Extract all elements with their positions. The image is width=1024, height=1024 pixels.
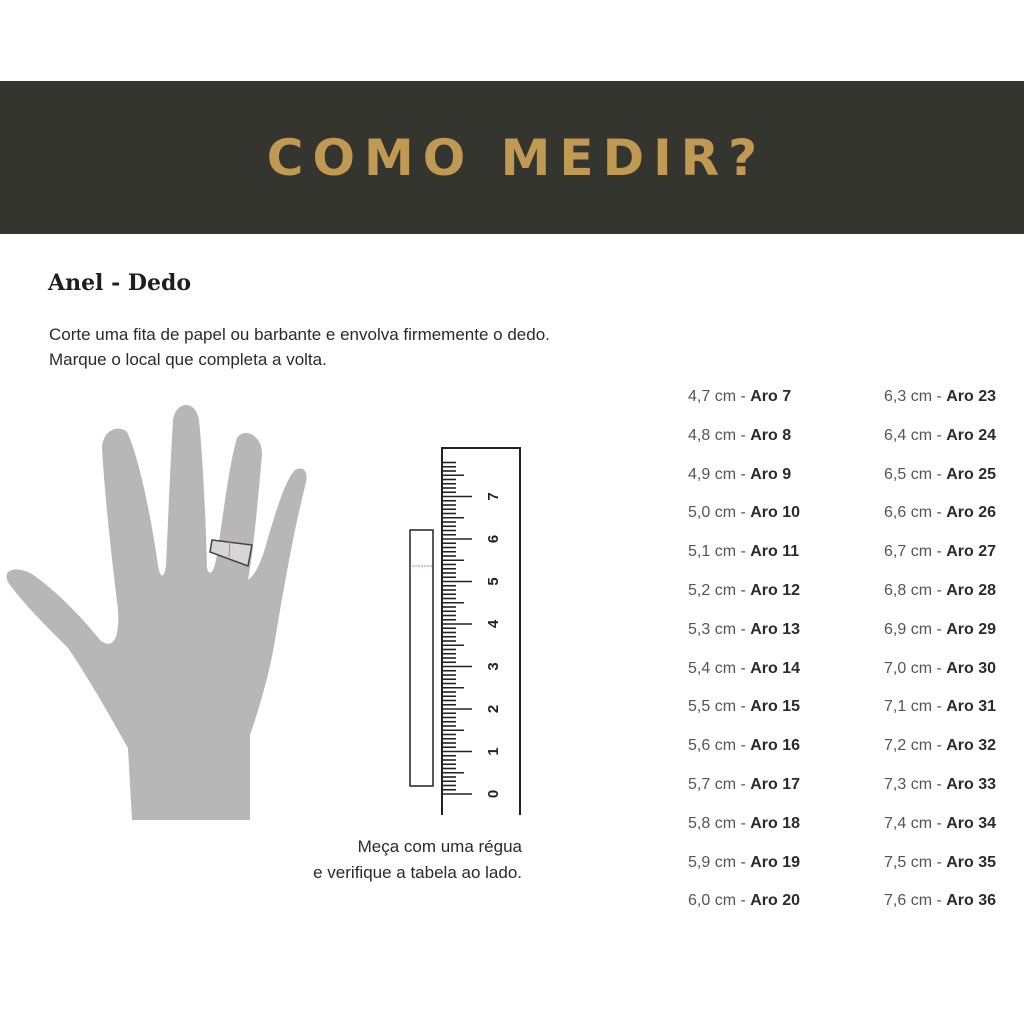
size-separator: - — [932, 504, 947, 522]
size-separator: - — [736, 737, 751, 755]
size-separator: - — [736, 620, 751, 638]
ruler-label: 3 — [484, 662, 502, 671]
size-aro: Aro 20 — [750, 892, 801, 910]
size-separator: - — [736, 659, 751, 677]
size-separator: - — [736, 581, 751, 599]
size-separator: - — [932, 426, 947, 444]
instruction-line: Corte uma fita de papel ou barbante e envolva firmemente o dedo. — [49, 325, 550, 344]
size-row — [688, 577, 800, 616]
size-row — [688, 461, 800, 500]
size-row — [688, 732, 800, 771]
size-cm: 7,6 cm — [884, 892, 933, 910]
size-cm: 7,5 cm — [884, 853, 933, 871]
size-row — [884, 887, 996, 926]
size-separator: - — [932, 659, 947, 677]
size-table-right — [884, 383, 996, 926]
size-row — [688, 616, 800, 655]
size-separator: - — [932, 620, 947, 638]
size-row — [688, 422, 800, 461]
caption-line: e verifique a tabela ao lado. — [313, 863, 522, 882]
ruler — [442, 448, 520, 815]
size-row — [688, 810, 800, 849]
size-separator: - — [736, 775, 751, 793]
ruler-label: 1 — [484, 747, 502, 756]
size-aro: Aro 28 — [946, 581, 997, 599]
size-row — [884, 461, 996, 500]
size-cm: 5,5 cm — [688, 698, 737, 716]
size-cm: 6,9 cm — [884, 620, 933, 638]
size-cm: 7,4 cm — [884, 814, 933, 832]
size-row — [884, 693, 996, 732]
size-aro: Aro 18 — [750, 814, 801, 832]
size-aro: Aro 35 — [946, 853, 997, 871]
size-aro: Aro 25 — [946, 465, 997, 483]
size-row — [884, 771, 996, 810]
size-aro: Aro 13 — [750, 620, 801, 638]
header-banner — [0, 81, 1024, 234]
size-row — [688, 499, 800, 538]
size-cm: 5,6 cm — [688, 737, 737, 755]
size-separator: - — [736, 504, 751, 522]
size-cm: 7,0 cm — [884, 659, 933, 677]
size-row — [884, 577, 996, 616]
size-cm: 7,2 cm — [884, 737, 933, 755]
size-cm: 7,1 cm — [884, 698, 933, 716]
size-row — [884, 538, 996, 577]
size-aro: Aro 17 — [750, 775, 801, 793]
ruler-label: 0 — [484, 789, 502, 799]
instruction-line: Marque o local que completa a volta. — [49, 350, 327, 369]
size-cm: 5,4 cm — [688, 659, 737, 677]
size-cm: 7,3 cm — [884, 775, 933, 793]
paper-strip — [410, 530, 433, 786]
size-separator: - — [932, 853, 947, 871]
size-cm: 5,3 cm — [688, 620, 737, 638]
size-row — [688, 849, 800, 888]
caption — [250, 834, 522, 886]
size-row — [884, 422, 996, 461]
instructions — [49, 322, 550, 372]
size-separator: - — [932, 698, 947, 716]
size-aro: Aro 30 — [946, 659, 997, 677]
size-aro: Aro 36 — [946, 892, 997, 910]
size-row — [884, 655, 996, 694]
size-row — [688, 693, 800, 732]
size-cm: 5,8 cm — [688, 814, 737, 832]
size-aro: Aro 8 — [750, 426, 792, 444]
size-separator: - — [932, 892, 947, 910]
caption-line: Meça com uma régua — [357, 837, 522, 856]
ruler-label: 7 — [484, 492, 502, 501]
size-separator: - — [736, 892, 751, 910]
size-cm: 6,5 cm — [884, 465, 933, 483]
size-aro: Aro 16 — [750, 737, 801, 755]
size-cm: 4,9 cm — [688, 465, 737, 483]
size-aro: Aro 27 — [946, 543, 997, 561]
size-cm: 6,3 cm — [884, 388, 933, 405]
ruler-label: 2 — [484, 704, 502, 714]
size-cm: 5,9 cm — [688, 853, 737, 871]
size-cm: 5,7 cm — [688, 775, 737, 793]
size-aro: Aro 11 — [750, 543, 800, 561]
size-separator: - — [932, 543, 947, 561]
size-aro: Aro 9 — [750, 465, 792, 483]
size-row — [884, 810, 996, 849]
size-aro: Aro 14 — [750, 659, 801, 677]
size-row — [688, 383, 800, 422]
size-separator: - — [736, 853, 751, 871]
size-cm: 6,0 cm — [688, 892, 737, 910]
banner-title: COMO MEDIR? — [266, 128, 767, 187]
hand-illustration — [7, 405, 307, 820]
size-separator: - — [736, 465, 751, 483]
size-aro: Aro 12 — [750, 581, 801, 599]
size-aro: Aro 23 — [946, 388, 997, 405]
size-row — [884, 616, 996, 655]
size-cm: 6,6 cm — [884, 504, 933, 522]
ruler-label: 6 — [484, 534, 502, 544]
size-separator: - — [736, 814, 751, 832]
size-aro: Aro 31 — [946, 698, 997, 716]
size-separator: - — [932, 775, 947, 793]
size-cm: 5,0 cm — [688, 504, 737, 522]
size-cm: 4,8 cm — [688, 426, 737, 444]
size-cm: 5,2 cm — [688, 581, 737, 599]
size-separator: - — [932, 737, 947, 755]
size-aro: Aro 7 — [750, 388, 792, 405]
size-separator: - — [932, 388, 947, 405]
size-aro: Aro 19 — [750, 853, 801, 871]
size-cm: 6,8 cm — [884, 581, 933, 599]
size-row — [688, 538, 800, 577]
size-aro: Aro 24 — [946, 426, 997, 444]
hand-ruler-illustration — [0, 385, 620, 845]
size-cm: 4,7 cm — [688, 388, 737, 405]
size-aro: Aro 34 — [946, 814, 997, 832]
size-cm: 6,7 cm — [884, 543, 933, 561]
size-aro: Aro 26 — [946, 504, 997, 522]
size-separator: - — [736, 543, 751, 561]
size-cm: 5,1 cm — [688, 543, 737, 561]
size-separator: - — [932, 465, 947, 483]
size-row — [884, 383, 996, 422]
ruler-label: 4 — [484, 619, 502, 629]
size-separator: - — [932, 814, 947, 832]
size-row — [688, 887, 800, 926]
size-aro: Aro 15 — [750, 698, 801, 716]
size-aro: Aro 33 — [946, 775, 997, 793]
size-cm: 6,4 cm — [884, 426, 933, 444]
ruler-label: 5 — [484, 577, 502, 586]
size-row — [688, 655, 800, 694]
section-title: Anel - Dedo — [48, 270, 191, 296]
size-row — [688, 771, 800, 810]
size-separator: - — [932, 581, 947, 599]
size-separator: - — [736, 698, 751, 716]
size-table-left — [688, 383, 800, 926]
size-aro: Aro 10 — [750, 504, 801, 522]
size-row — [884, 849, 996, 888]
size-aro: Aro 32 — [946, 737, 997, 755]
size-row — [884, 732, 996, 771]
size-aro: Aro 29 — [946, 620, 997, 638]
size-separator: - — [736, 426, 751, 444]
size-row — [884, 499, 996, 538]
size-separator: - — [736, 388, 751, 405]
